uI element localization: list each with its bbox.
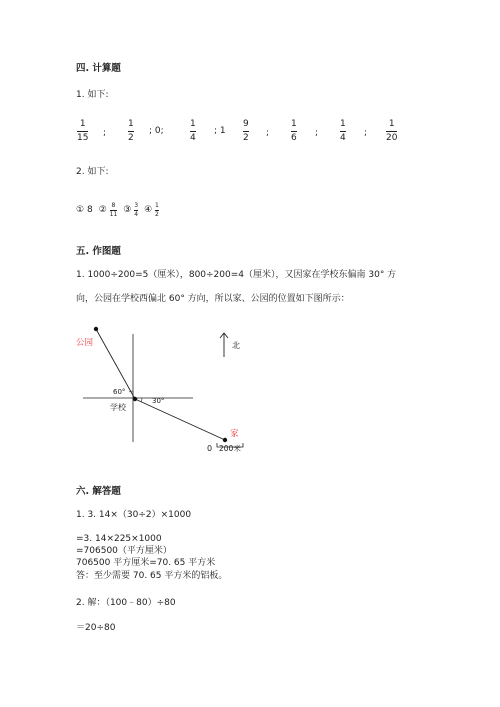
school-point — [133, 397, 137, 401]
north-label: 北 — [232, 341, 240, 350]
school-to-home-line — [135, 399, 225, 440]
angle-30-label: 30° — [152, 397, 165, 405]
park-label: 公园 — [76, 338, 94, 348]
section-6-title: 六. 解答题 — [76, 486, 121, 497]
park-point — [94, 327, 98, 331]
angle-30-arc — [141, 398, 142, 402]
sec6-q2-line-2: ＝20÷80 — [76, 623, 116, 633]
sec6-q1-line-2: =3. 14×225×1000 — [76, 534, 162, 544]
fraction-7: 1 20 — [386, 119, 398, 143]
scale-zero-label: 0 — [207, 444, 213, 453]
q2-answer-c: ③ 3 4 — [123, 202, 139, 218]
school-label: 学校 — [110, 403, 126, 412]
sec6-q1-line-4: 706500 平方厘米=70. 65 平方米 — [76, 558, 216, 568]
q2-answer-a: ① 8 — [76, 205, 93, 215]
q2-answer-d: ④ 1 2 — [144, 202, 159, 218]
separator: ; 0; — [149, 126, 164, 136]
sec5-text-line-1: 1. 1000÷200=5（厘米），800÷200=4（厘米），又因家在学校东偏南 30° 方 — [76, 270, 397, 280]
separator: ; — [364, 128, 368, 138]
q2-answer-b: ② 8 11 — [98, 202, 118, 218]
home-label: 家 — [230, 429, 239, 439]
sec5-text-line-2: 向，公园在学校西偏北 60° 方向，所以家、公园的位置如下图所示： — [76, 294, 350, 304]
sec6-q2-line-1: 2. 解：（100﹣80）÷80 — [76, 598, 176, 608]
section-4-title: 四. 计算题 — [76, 63, 121, 74]
separator: ; — [315, 128, 319, 138]
separator: ; — [266, 128, 270, 138]
separator: ; 1 — [214, 126, 226, 136]
sec6-q1-line-1: 1. 3. 14×（30÷2）×1000 — [76, 510, 192, 520]
angle-60-label: 60° — [113, 388, 126, 396]
separator: ; — [103, 128, 107, 138]
q2-label: 2. 如下: — [76, 167, 109, 177]
section-5-title: 五. 作图题 — [76, 246, 121, 257]
sec6-q1-line-5: 答：至少需要 70. 65 平方米的铝板。 — [76, 571, 228, 581]
fraction-4: 9 2 — [243, 119, 249, 143]
scale-length-label: 200米 — [219, 444, 241, 453]
q1-label: 1. 如下: — [76, 90, 109, 100]
home-point — [223, 438, 227, 442]
fraction-5: 1 6 — [291, 119, 297, 143]
sec6-q1-line-3: =706500（平方厘米） — [76, 546, 172, 556]
fraction-2: 1 2 — [128, 119, 134, 143]
fraction-1: 1 15 — [77, 119, 89, 143]
fraction-3: 1 4 — [190, 119, 196, 143]
fraction-6: 1 4 — [340, 119, 346, 143]
